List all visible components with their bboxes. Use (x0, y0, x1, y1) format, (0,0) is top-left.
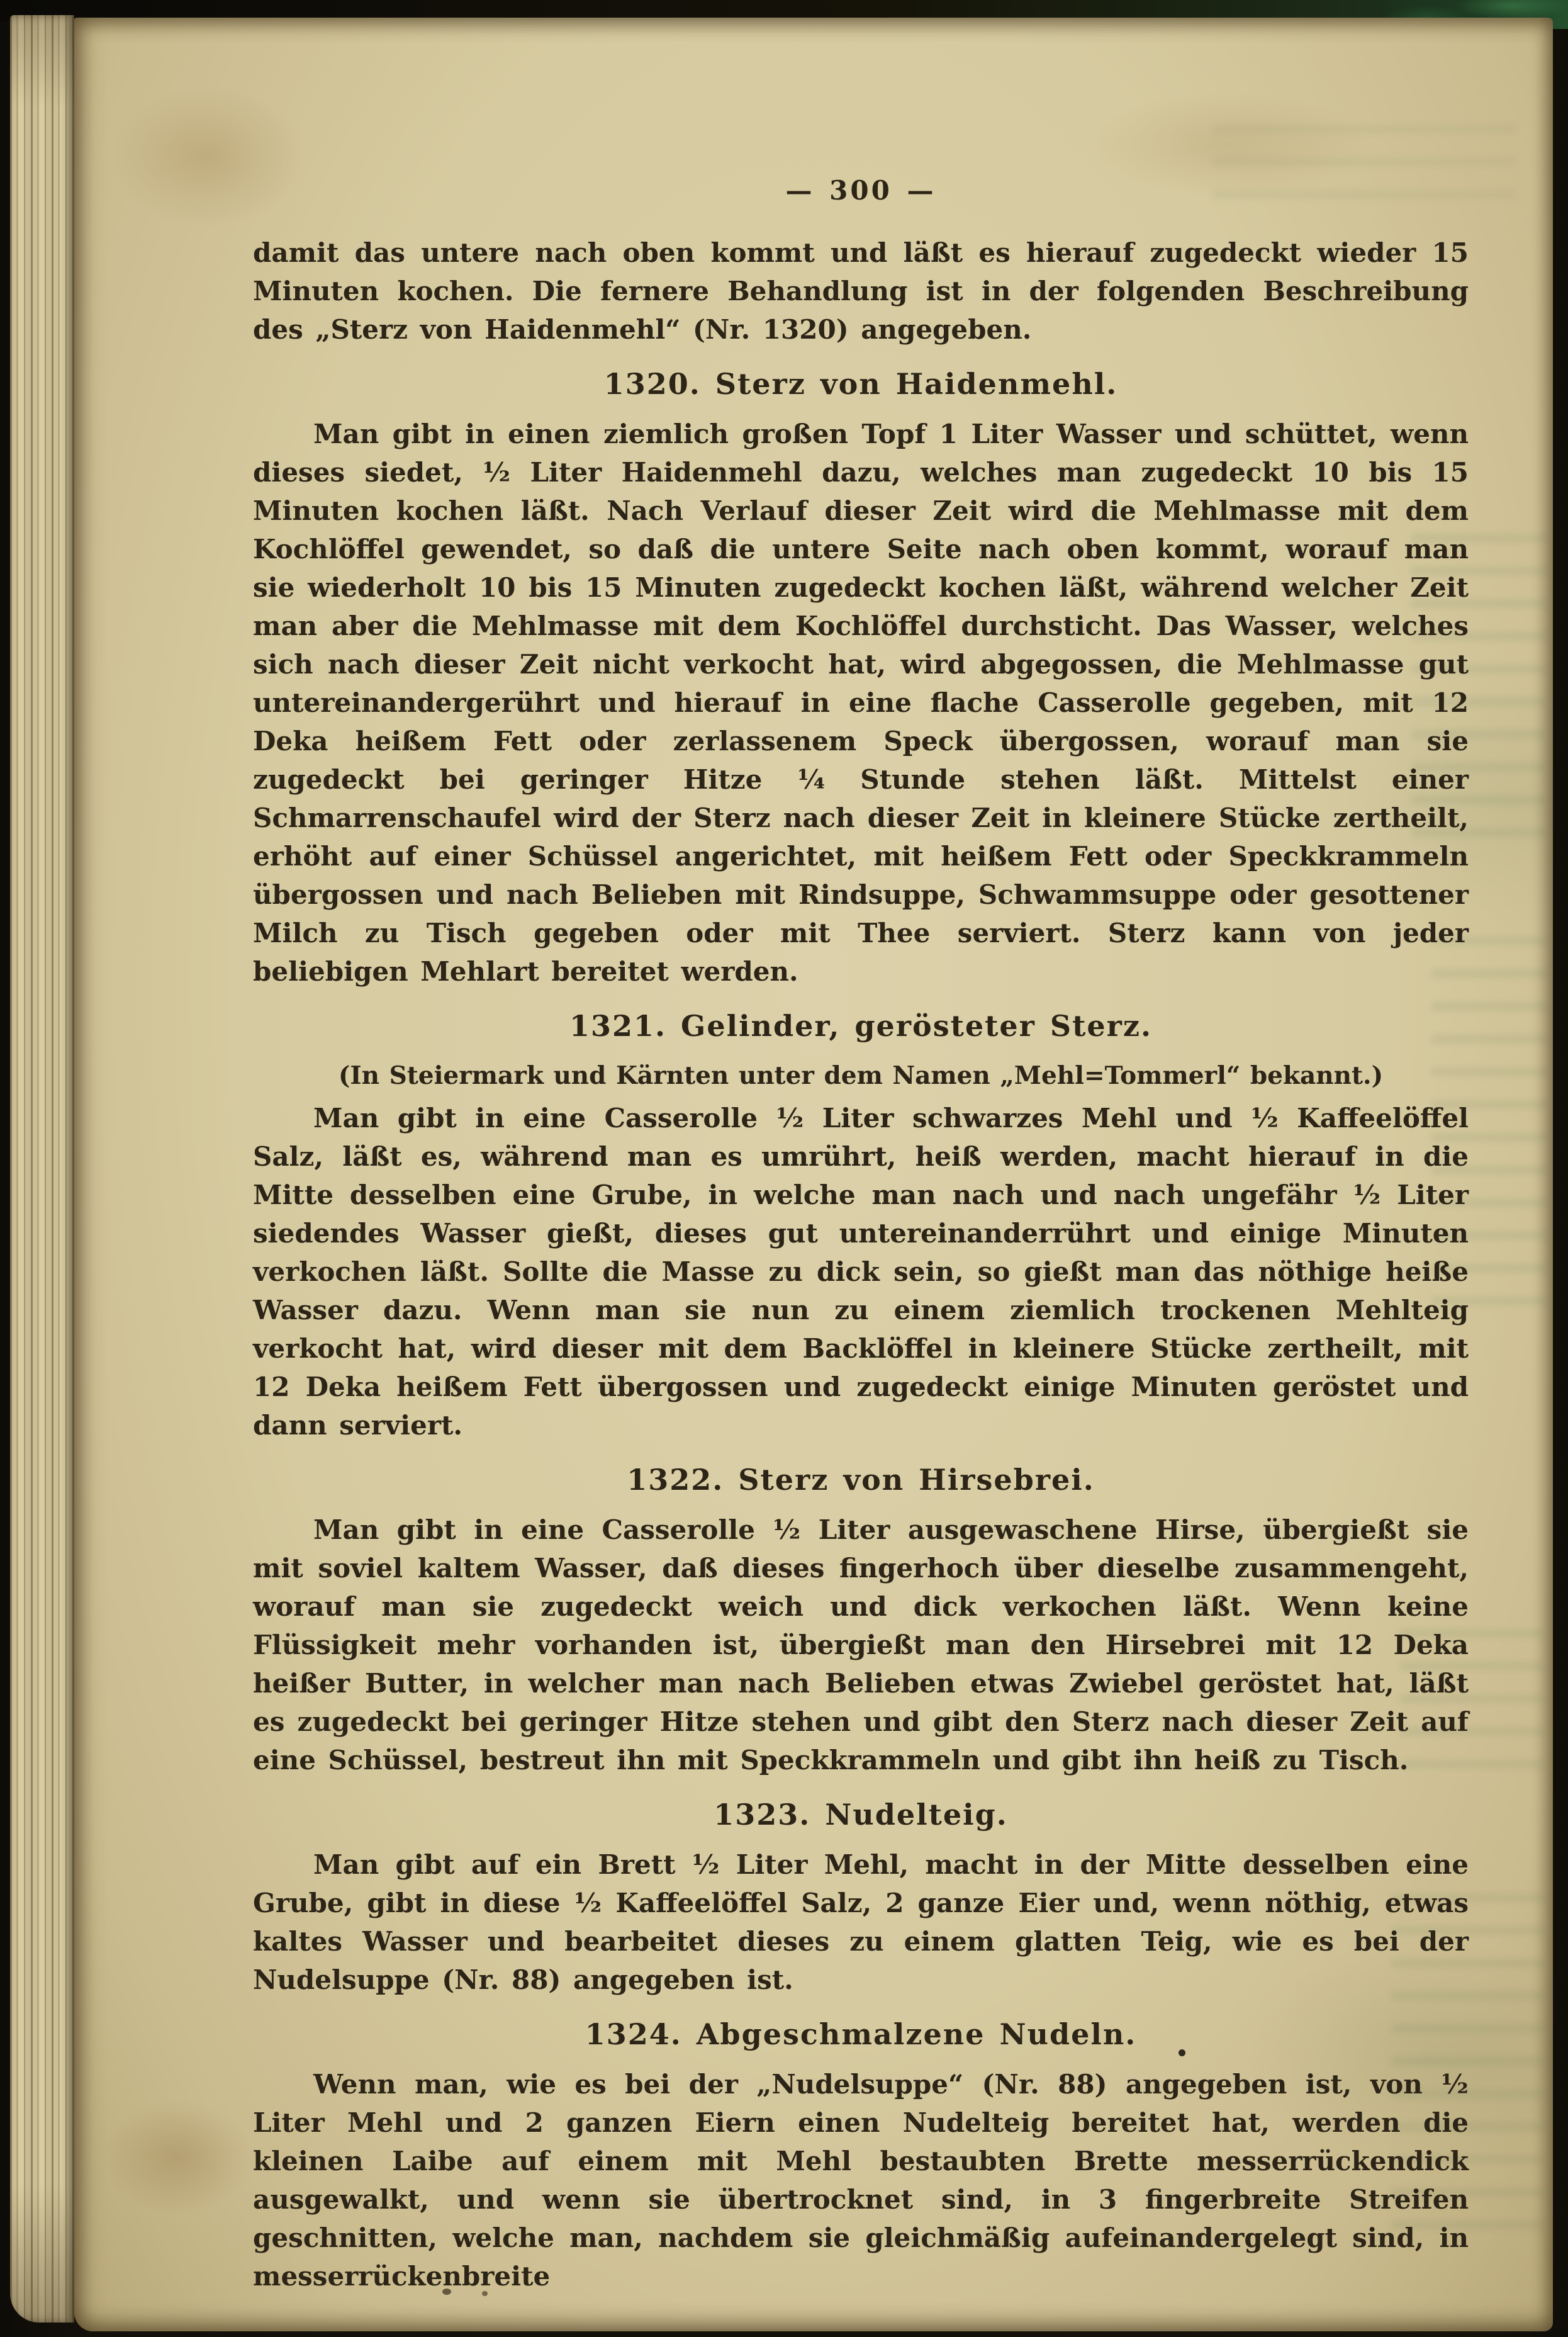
recipe-paragraph-1322: Man gibt in eine Casserolle ½ Liter ausgewaschene Hirse, übergießt sie mit soviel kaltem Wasser, daß dieses fingerhoch über dieselbe zusammengeht, worauf man sie zugedeckt weich und dick verkochen läßt. Wenn keine Flüssigkeit mehr vorhanden ist, übergießt man den Hirsebrei mit 12 Deka heißer Butter, in welcher man nach Belieben etwas Zwiebel geröstet hat, läßt es zugedeckt bei geringer Hitze stehen und gibt den Sterz nach dieser Zeit auf eine Schüssel, bestreut ihn mit Speckkrammeln und gibt ihn heiß zu Tisch. (253, 1514, 1469, 1776)
recipe-paragraph-1320: Man gibt in einen ziemlich großen Topf 1 Liter Wasser und schüttet, wenn dieses siedet, ½ Liter Haidenmehl dazu, welches man zugedeckt 10 bis 15 Minuten kochen läßt. Nach Verlauf dieser Zeit wird die Mehlmasse mit dem Kochlöffel gewendet, so daß die untere Seite nach oben kommt, worauf man sie wiederholt 10 bis 15 Minuten zugedeckt kochen läßt, während welcher Zeit man aber die Mehlmasse mit dem Kochlöffel durchsticht. Das Wasser, welches sich nach dieser Zeit nicht verkocht hat, wird abgegossen, die Mehlmasse gut untereinandergerührt und hierauf in eine flache Casserolle gegeben, mit 12 Deka heißem Fett oder zerlassenem Speck übergossen, worauf man sie zugedeckt bei geringer Hitze ¼ Stunde stehen läßt. Mittelst einer Schmarrenschaufel wird der Sterz nach dieser Zeit in kleinere Stücke zertheilt, erhöht auf einer Schüssel angerichtet, mit heißem Fett oder Speckkrammeln übergossen und nach Belieben mit Rindsuppe, Schwammsuppe oder gesottener Milch zu Tisch gegeben oder mit Thee serviert. Sterz kann von jeder beliebigen Mehlart bereitet werden. (253, 419, 1469, 987)
book-page (74, 18, 1553, 2331)
recipe-note-1321: (In Steiermark und Kärnten unter dem Namen „Mehl=Tommerl“ bekannt.) (338, 1061, 1384, 1090)
recipe-heading-1324: 1324. Abgeschmalzene Nudeln. (585, 2017, 1137, 2051)
page-content (253, 171, 1469, 2295)
paragraph-continuation: damit das untere nach oben kommt und läßt es hierauf zugedeckt wieder 15 Minuten kochen. Die fernere Behandlung ist in der folgenden Beschreibung des „Sterz von Haidenmehl“ (Nr. 1320) angegeben. (253, 237, 1469, 345)
page-number: — 300 — (785, 175, 936, 206)
recipe-paragraph-1323: Man gibt auf ein Brett ½ Liter Mehl, macht in der Mitte desselben eine Grube, gibt in diese ½ Kaffeelöffel Salz, 2 ganze Eier und, wenn nöthig, etwas kaltes Wasser und bearbeitet dieses zu einem glatten Teig, wie es bei der Nudelsuppe (Nr. 88) angegeben ist. (253, 1849, 1469, 1995)
recipe-heading-1323: 1323. Nudelteig. (714, 1798, 1008, 1832)
recipe-paragraph-1324: Wenn man, wie es bei der „Nudelsuppe“ (Nr. 88) angegeben ist, von ½ Liter Mehl und 2 ganzen Eiern einen Nudelteig bereitet hat, werden die kleinen Laibe auf einem mit Mehl bestaubten Brette messerrückendick ausgewalkt, und wenn sie übertrocknet sind, in 3 fingerbreite Streifen geschnitten, welche man, nachdem sie gleichmäßig aufeinandergelegt sind, in messerrückenbreite (253, 2069, 1469, 2292)
recipe-heading-1320: 1320. Sterz von Haidenmehl. (603, 367, 1118, 401)
page-edge-stack (10, 15, 74, 2323)
recipe-heading-1321: 1321. Gelinder, gerösteter Sterz. (569, 1009, 1152, 1043)
recipe-heading-1322: 1322. Sterz von Hirsebrei. (627, 1463, 1095, 1497)
recipe-paragraph-1321: Man gibt in eine Casserolle ½ Liter schwarzes Mehl und ½ Kaffeelöffel Salz, läßt es, während man es umrührt, heiß werden, macht hierauf in die Mitte desselben eine Grube, in welche man nach und nach ungefähr ½ Liter siedendes Wasser gießt, dieses gut untereinanderrührt und einige Minuten verkochen läßt. Sollte die Masse zu dick sein, so gießt man das nöthige heiße Wasser dazu. Wenn man sie nun zu einem ziemlich trockenen Mehlteig verkocht hat, wird dieser mit dem Backlöffel in kleinere Stücke zertheilt, mit 12 Deka heißem Fett übergossen und zugedeckt einige Minuten geröstet und dann serviert. (253, 1103, 1469, 1441)
